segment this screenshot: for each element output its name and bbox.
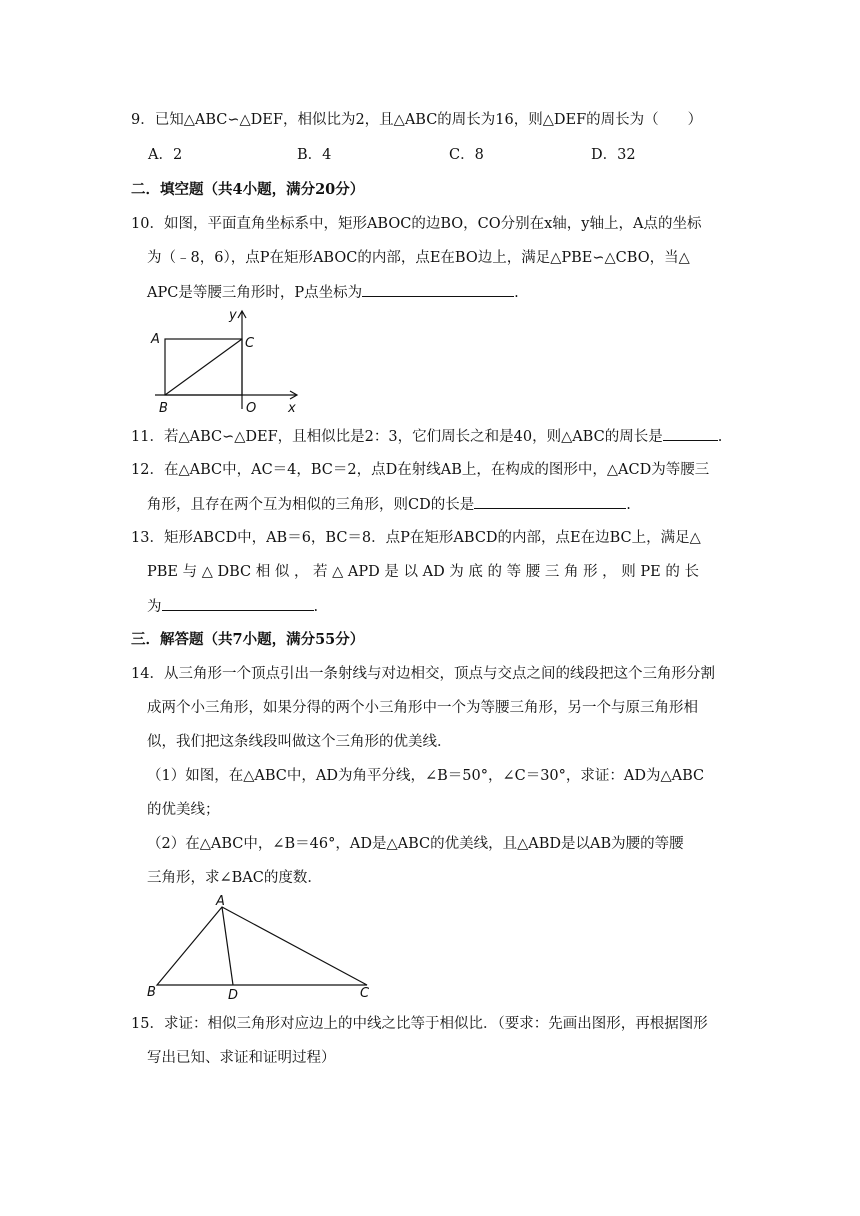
q12-stem-line1: 12．在△ABC中，AC＝4，BC＝2，点D在射线AB上，在构成的图形中，△ACD为等腰三 — [131, 462, 710, 478]
q9-stem: 9．已知△ABC∽△DEF，相似比为2，且△ABC的周长为16，则△DEF的周长为（ ） — [131, 112, 703, 128]
q9-option-c: C．8 — [449, 147, 484, 163]
q14-stem-line2: 成两个小三角形，如果分得的两个小三角形中一个为等腰三角形，另一个与原三角形相 — [147, 700, 698, 716]
label-y: y — [229, 308, 237, 323]
q10-stem-line3 — [147, 282, 519, 303]
section-heading-fill-in: 二．填空题（共4小题，满分20分） — [131, 181, 365, 198]
q13-stem-line3 — [147, 596, 318, 617]
q11-stem — [131, 426, 722, 447]
q12-stem-line2 — [147, 494, 631, 515]
q9-option-d: D．32 — [591, 147, 636, 163]
label-c: C — [360, 986, 370, 1001]
q13-stem-text: 为 — [147, 599, 162, 615]
segment-ad — [222, 907, 233, 985]
label-a: A — [216, 894, 225, 909]
label-b: B — [159, 401, 168, 416]
q10-stem-end: . — [514, 285, 519, 301]
q14-part1-line1: （1）如图，在△ABC中，AD为角平分线，∠B＝50°，∠C＝30°，求证：AD为△ABC — [147, 768, 705, 784]
q14-stem-line3: 似，我们把这条线段叫做这个三角形的优美线． — [147, 734, 452, 750]
q15-stem-line1: 15．求证：相似三角形对应边上的中线之比等于相似比．（要求：先画出图形，再根据图形 — [131, 1016, 708, 1032]
diagonal-bc — [165, 339, 242, 395]
q10-stem-text: APC是等腰三角形时，P点坐标为 — [147, 285, 363, 301]
label-d: D — [228, 988, 239, 1003]
label-a: A — [151, 332, 160, 347]
q10-stem-line1: 10．如图，平面直角坐标系中，矩形ABOC的边BO，CO分别在x轴，y轴上，A点的坐标 — [131, 216, 702, 232]
label-x: x — [288, 401, 296, 416]
q12-answer-blank — [474, 494, 626, 509]
q15-stem-line2: 写出已知、求证和证明过程） — [147, 1050, 336, 1066]
q12-stem-end: . — [626, 497, 631, 513]
q11-stem-end: . — [717, 429, 723, 445]
q10-answer-blank — [362, 282, 514, 297]
q13-stem-line1: 13．矩形ABCD中，AB＝6，BC＝8．点P在矩形ABCD的内部，点E在边BC上，满足△ — [131, 530, 701, 546]
q14-part2-line1: （2）在△ABC中，∠B＝46°，AD是△ABC的优美线，且△ABD是以AB为腰的等腰 — [147, 836, 684, 852]
label-b: B — [147, 985, 156, 1000]
q9-option-a: A．2 — [148, 147, 183, 163]
triangle-abc — [157, 907, 367, 985]
label-c: C — [245, 336, 255, 351]
q12-stem-text: 角形，且存在两个互为相似的三角形，则CD的长是 — [147, 497, 475, 513]
q11-stem-text: 11．若△ABC∽△DEF，且相似比是2：3，它们周长之和是40，则△ABC的周长是 — [131, 429, 663, 445]
q14-triangle-figure — [145, 893, 385, 1003]
q14-stem-line1: 14．从三角形一个顶点引出一条射线与对边相交，顶点与交点之间的线段把这个三角形分割 — [131, 666, 715, 682]
q13-stem-line2: PBE 与 △ DBC 相 似 ， 若 △ APD 是 以 AD 为 底 的 等 腰 三 角 形 ， 则 PE 的 长 — [147, 564, 699, 580]
section-heading-solutions: 三．解答题（共7小题，满分55分） — [131, 631, 365, 648]
q14-part1-line2: 的优美线； — [147, 802, 220, 818]
q11-answer-blank — [663, 426, 718, 441]
q14-part2-line2: 三角形，求∠BAC的度数． — [147, 870, 322, 886]
q9-option-b: B．4 — [297, 147, 332, 163]
label-o: O — [246, 401, 257, 416]
q13-stem-end: . — [313, 599, 319, 615]
q13-answer-blank — [162, 596, 314, 611]
q10-stem-line2: 为（﹣8，6），点P在矩形ABOC的内部，点E在BO边上，满足△PBE∽△CBO，当△ — [147, 250, 690, 266]
q10-coordinate-figure — [145, 305, 315, 415]
